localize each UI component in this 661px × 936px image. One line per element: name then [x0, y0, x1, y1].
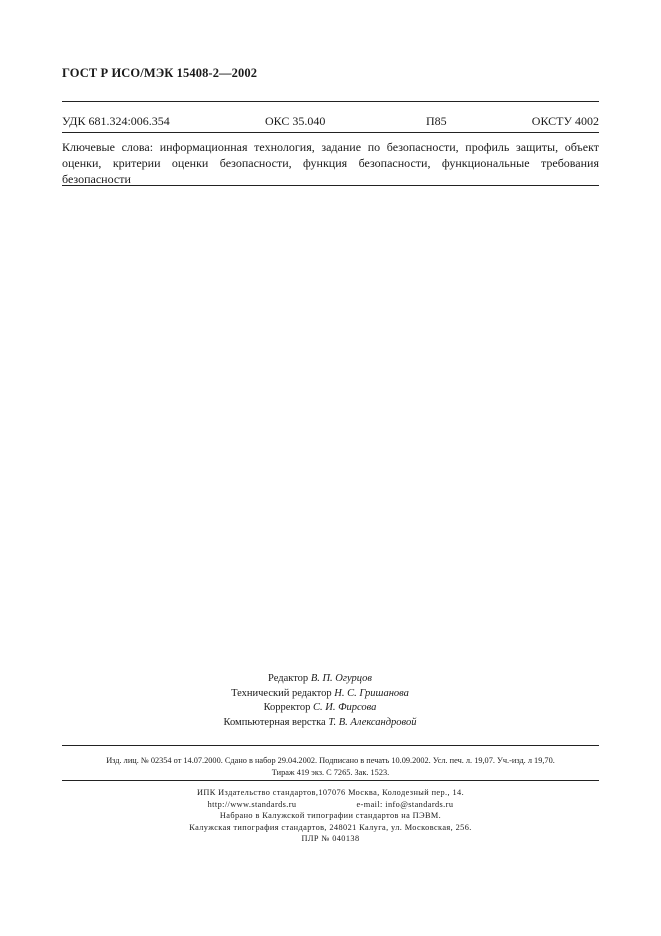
- okstu-code: ОКСТУ 4002: [531, 114, 599, 128]
- standard-code: ГОСТ Р ИСО/МЭК 15408-2—2002: [62, 66, 258, 80]
- keywords-paragraph: Ключевые слова: информационная технология, задание по безопасности, профиль защиты, объект оценки, критерии оценки безопасности, функция безопасности, функциональные требования безопасности: [62, 140, 599, 186]
- imprint-line-2: Тираж 419 экз. С 7265. Зак. 1523.: [271, 767, 390, 777]
- layout-line: [190, 716, 450, 731]
- tech-editor-line: [190, 687, 450, 702]
- editor-name: В. П. Огурцов: [310, 673, 372, 684]
- layout-name: Т. В. Александровой: [328, 716, 417, 728]
- publisher-contacts: [62, 799, 599, 811]
- publisher-line-1: ИПК Издательство стандартов,107076 Москва, Колодезный пер., 14.: [196, 788, 465, 797]
- proofreader-role: Корректор: [263, 702, 311, 713]
- publisher-divider: [62, 780, 599, 781]
- publisher-website[interactable]: http://www.standards.ru: [207, 799, 297, 809]
- publisher-email[interactable]: e-mail: info@standards.ru: [356, 799, 454, 809]
- top-divider: [62, 101, 599, 102]
- layout-role: Компьютерная верстка: [223, 716, 326, 728]
- publisher-line-5: ПЛР № 040138: [301, 834, 360, 843]
- editor-line: [190, 672, 450, 687]
- tech-editor-name: Н. С. Гришанова: [334, 687, 409, 699]
- group-code: П85: [426, 114, 447, 128]
- publisher-block: [62, 787, 599, 845]
- imprint-divider: [62, 745, 599, 746]
- tech-editor-role: Технический редактор: [231, 687, 332, 699]
- imprint-line-1: Изд. лиц. № 02354 от 14.07.2000. Сдано в набор 29.04.2002. Подписано в печать 10.09.2002. Усл. печ. л. 19,07. Уч.-изд. л 19,70.: [106, 756, 555, 765]
- oks-code: ОКС 35.040: [265, 114, 326, 128]
- udk-code: УДК 681.324:006.354: [62, 114, 170, 128]
- credits-block: [190, 672, 450, 730]
- bottom-divider: [62, 185, 599, 186]
- imprint-block: [62, 755, 599, 778]
- publisher-line-4: Калужская типография стандартов, 248021 Калуга, ул. Московская, 256.: [189, 822, 472, 832]
- editor-role: Редактор: [268, 673, 309, 684]
- proofreader-name: С. И. Фирсова: [313, 702, 377, 713]
- publisher-line-3: Набрано в Калужской типографии стандартов на ПЭВМ.: [219, 811, 442, 820]
- middle-divider: [62, 132, 599, 133]
- proofreader-line: [190, 701, 450, 716]
